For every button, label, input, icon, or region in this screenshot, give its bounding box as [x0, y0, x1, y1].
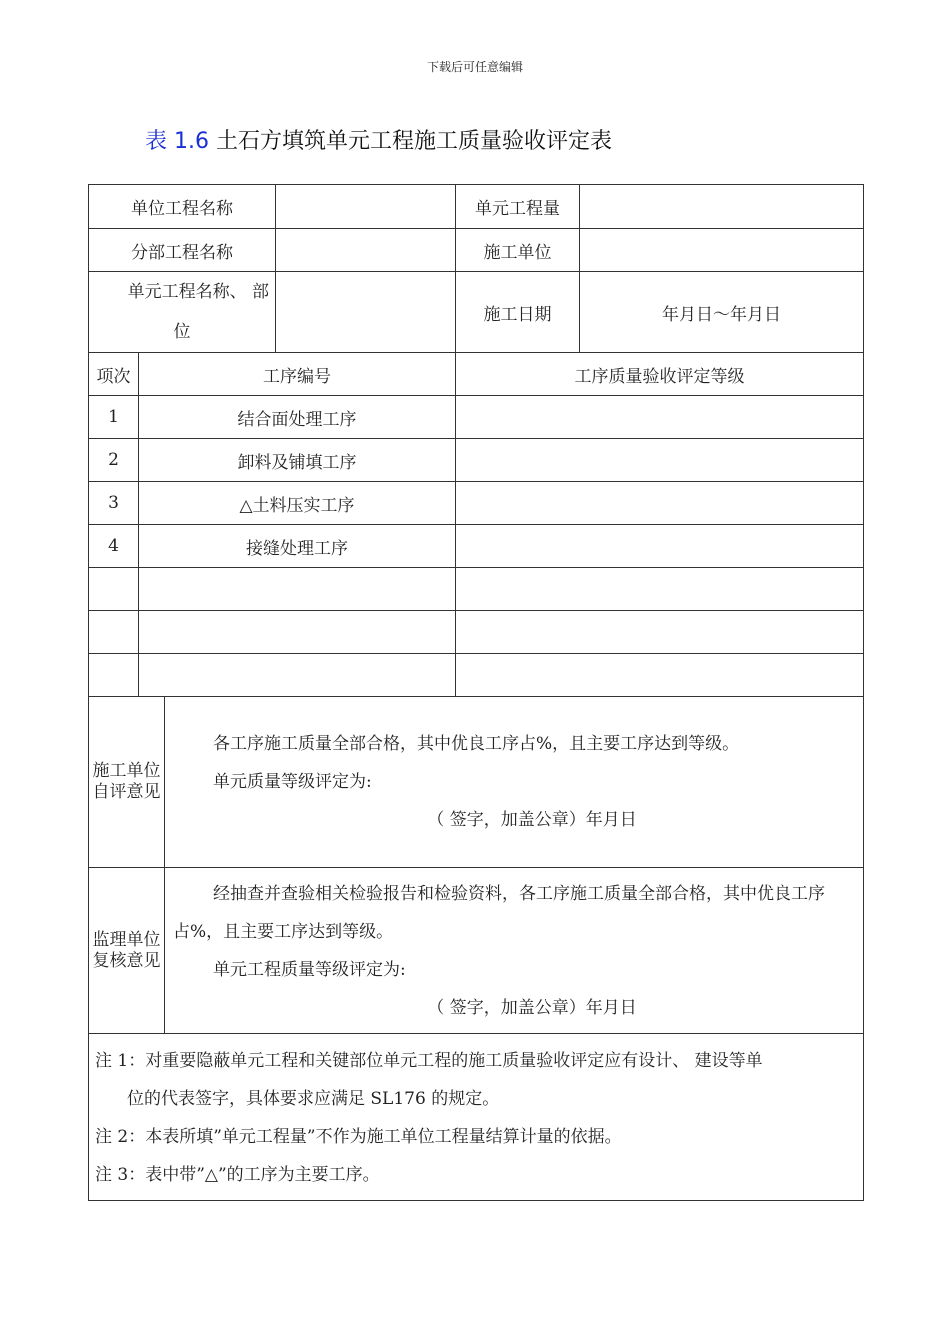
row-grade[interactable]: [456, 396, 864, 439]
row-process: [139, 568, 456, 611]
process-row: [89, 654, 864, 697]
unit-name-location-label-line2: 位: [173, 322, 191, 342]
row-process: 结合面处理工序: [139, 396, 456, 439]
grade-header: 工序质量验收评定等级: [456, 353, 864, 396]
process-header-row: [89, 353, 864, 396]
process-row: [89, 525, 864, 568]
note-1: 注 1：对重要隐蔽单元工程和关键部位单元工程的施工质量验收评定应有设计、 建设等单: [95, 1051, 763, 1071]
supervision-review-line1: 经抽查并查验相关检验报告和检验资料，各工序施工质量全部合格，其中优良工序占%，且主要工序达到等级。: [173, 883, 825, 942]
row-index: 1: [89, 396, 139, 439]
division-project-name-label: 分部工程名称: [89, 229, 276, 272]
process-row: [89, 611, 864, 654]
self-assessment-signature: （ 签字，加盖公章）年月日: [427, 810, 637, 830]
row-index: 4: [89, 525, 139, 568]
unit-name-location-label-line1: 单元工程名称、 部: [127, 282, 270, 302]
construction-date-label: 施工日期: [456, 272, 580, 353]
process-row: [89, 396, 864, 439]
page-title: [145, 124, 612, 155]
row-process: △土料压实工序: [139, 482, 456, 525]
info-row-3: [89, 272, 864, 353]
info-row-2: [89, 229, 864, 272]
self-assessment-line2: 单元质量等级评定为:: [213, 772, 372, 792]
title-number: 1.6: [174, 129, 210, 154]
row-process: 卸料及铺填工序: [139, 439, 456, 482]
title-prefix: 表: [145, 129, 168, 154]
row-grade[interactable]: [456, 525, 864, 568]
title-text: 土石方填筑单元工程施工质量验收评定表: [216, 129, 613, 154]
unit-project-name-value[interactable]: [276, 185, 456, 229]
self-assessment-label: 施工单位自评意见: [89, 697, 165, 868]
row-index: [89, 654, 139, 697]
supervision-review-signature: （ 签字，加盖公章）年月日: [427, 997, 637, 1018]
row-index: 3: [89, 482, 139, 525]
row-grade[interactable]: [456, 568, 864, 611]
process-row: [89, 439, 864, 482]
notes-row: [89, 1034, 864, 1201]
row-grade[interactable]: [456, 654, 864, 697]
construction-unit-value[interactable]: [580, 229, 864, 272]
process-header: 工序编号: [139, 353, 456, 396]
unit-quantity-value[interactable]: [580, 185, 864, 229]
index-header: 项次: [89, 353, 139, 396]
process-row: [89, 568, 864, 611]
note-3: 注 3：表中带”△”的工序为主要工序。: [95, 1165, 380, 1185]
notes-cell: [89, 1034, 864, 1201]
row-process: 接缝处理工序: [139, 525, 456, 568]
self-assessment-row: [89, 697, 864, 868]
note-2: 注 2：本表所填”单元工程量”不作为施工单位工程量结算计量的依据。: [95, 1127, 622, 1147]
unit-project-name-label: 单位工程名称: [89, 185, 276, 229]
self-assessment-line1: 各工序施工质量全部合格，其中优良工序占%，且主要工序达到等级。: [213, 734, 740, 754]
construction-unit-label: 施工单位: [456, 229, 580, 272]
supervision-review-row: [89, 868, 864, 1034]
supervision-review-content[interactable]: [165, 868, 864, 1034]
header-note: 下载后可任意编辑: [426, 60, 523, 74]
row-grade[interactable]: [456, 611, 864, 654]
division-project-name-value[interactable]: [276, 229, 456, 272]
row-index: [89, 568, 139, 611]
row-grade[interactable]: [456, 439, 864, 482]
row-process: [139, 654, 456, 697]
process-row: [89, 482, 864, 525]
row-grade[interactable]: [456, 482, 864, 525]
note-1-continued: 位的代表签字，具体要求应满足 SL176 的规定。: [127, 1089, 500, 1109]
construction-date-value[interactable]: 年月日～年月日: [580, 272, 864, 353]
unit-name-location-label: [89, 272, 276, 353]
row-process: [139, 611, 456, 654]
unit-quantity-label: 单元工程量: [456, 185, 580, 229]
row-index: [89, 611, 139, 654]
supervision-review-label: 监理单位复核意见: [89, 868, 165, 1034]
unit-name-location-value[interactable]: [276, 272, 456, 353]
row-index: 2: [89, 439, 139, 482]
supervision-review-line2: 单元工程质量等级评定为:: [213, 959, 406, 980]
info-row-1: [89, 185, 864, 229]
evaluation-form-table: [88, 184, 864, 1201]
self-assessment-content[interactable]: [165, 697, 864, 868]
